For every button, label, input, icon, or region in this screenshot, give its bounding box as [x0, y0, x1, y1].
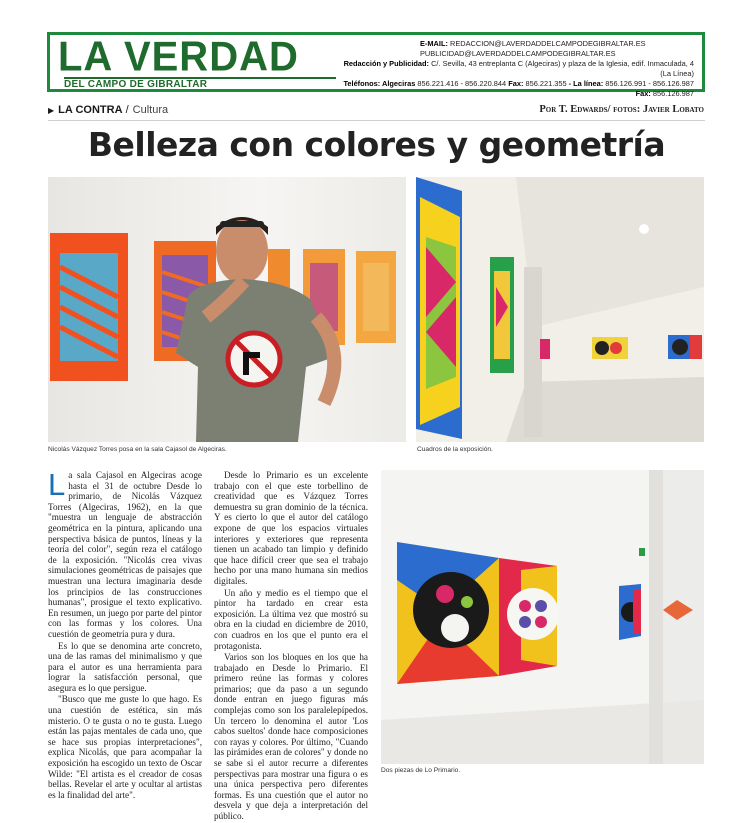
email-redaccion: REDACCION@LAVERDADDELCAMPODEGIBRALTAR.ES: [449, 39, 646, 48]
gallery-photo: [416, 177, 704, 442]
paragraph: Un año y medio es el tiempo que el pintor ha tardado en crear esta exposición. La última vez que mostró su obra en la ciudad en diciembre de 2010, con cuadros en los que el punto era el protagonista.: [214, 587, 368, 651]
fax-algeciras: 856.221.355: [525, 79, 567, 88]
triangle-right-icon: ▶: [48, 106, 55, 115]
newspaper-logo: LA VERDAD: [58, 33, 299, 81]
paragraph: "Busco que me guste lo que hago. Es una cuestión de estética, sin más misterio. O te gusta o no te gusta. Luego están las pajas mentales de cada uno, que se hace sus propias interpretaciones", explica Nicolás, que para acompañar la exposición ha escogido un texto de Oscar Wilde: "El artista es el creador de cosas bellas. Revelar el arte y ocultar al artistas es la finalidad del arte".: [48, 694, 202, 800]
article-column-1: [48, 467, 202, 801]
phones-algeciras: 856.221.416 - 856.220.844: [417, 79, 507, 88]
paintings-photo-illustration: [381, 470, 704, 764]
paragraph: Desde lo Primario es un excelente trabajo con el que este torbellino de creatividad que es Vázquez Torres demuestra su gran dominio de la técnica. Y es cierto lo que el autor del catálogo expone de que los espacios virtuales interiores y exteriores que representa tienen un acabado tan limpio y definido que hace difícil creer que sea el trabajo hecho por una mano humana sin medios digitales.: [214, 470, 368, 586]
artist-photo-illustration: [48, 177, 406, 442]
newspaper-logo-subtitle: DEL CAMPO DE GIBRALTAR: [64, 77, 336, 90]
dropcap: L: [48, 467, 66, 502]
masthead: [47, 32, 705, 98]
phones-linea: 856.126.991 - 856.126.987: [605, 79, 694, 88]
email-publicidad: PUBLICIDAD@LAVERDADDELCAMPODEGIBRALTAR.ES: [420, 49, 616, 58]
fax-label: Fax:: [508, 79, 524, 88]
photo1-caption: Nicolás Vázquez Torres posa en la sala Cajasol de Algeciras.: [48, 446, 227, 453]
article-headline: Belleza con colores y geometría: [87, 125, 666, 164]
artist-photo: [48, 177, 406, 442]
paintings-photo: [381, 470, 704, 764]
divider: [48, 120, 705, 121]
address-text: C/. Sevilla, 43 entreplanta C (Algeciras) y plaza de la Iglesia, edif. Inmaculada, 4 (La Línea): [431, 59, 694, 78]
fax-linea: 856.126.987: [652, 89, 694, 98]
section-separator: /: [125, 104, 129, 116]
paragraph: Varios son los bloques en los que ha trabajado en Desde lo Primario. El primero reúne las formas y colores primarios; que da paso a un segundo donde entran en juego figuras más complejas como son los paralelepípedos. Un tercero lo denomina el autor 'Los cabos sueltos' donde hace composiciones con rayas y colores. Por último, "Cuando las pirámides eran de colores" y donde no se sabe si el autor recurre a diferentes perspectivas para mostrar una figura o es una única perspectiva pero diferentes formas. Es una cuestión que el autor no desvela y que deja a interpretación del público.: [214, 652, 368, 821]
photo3-caption: Dos piezas de Lo Primario.: [381, 767, 461, 774]
contact-block: [334, 39, 694, 99]
section-breadcrumb: [48, 104, 168, 116]
byline: Por T. Edwards/ fotos: Javier Lobato: [539, 104, 704, 115]
photo2-caption: Cuadros de la exposición.: [417, 446, 493, 453]
email-label: E-MAIL:: [420, 39, 448, 48]
paragraph: a sala Cajasol en Algeciras acoge hasta el 31 de octubre Desde lo primario, de Nicolás Vázquez Torres (Algeciras, 1962), en la que "muestra un lenguaje de abstracción geométrica en la pintura, aplicando una perspectiva básica de puntos, líneas y la teoría del color", según reza el catálogo de la exposición. "Nicolás crea vivas simulaciones geométricas de paisajes que muestran una lectura imaginaria desde los principios de las construcciones humanas", prosigue el texto explicativo. En resumen, un juego por parte del pintor con las formas y los colores. Una cuestión de geometría pura y dura.: [48, 470, 202, 639]
gallery-photo-illustration: [416, 177, 704, 442]
phones-label: Teléfonos: Algeciras: [343, 79, 416, 88]
linea-label: - La línea:: [568, 79, 604, 88]
section-category: Cultura: [132, 104, 169, 116]
article-column-2: [214, 470, 368, 823]
address-label: Redacción y Publicidad:: [343, 59, 430, 68]
section-name: LA CONTRA: [58, 104, 123, 116]
fax-label-2: Fax:: [635, 89, 651, 98]
paragraph: Es lo que se denomina arte concreto, una de las ramas del minimalismo y que para el autor es una herramienta para lograr la satisfacción personal, que asegura es lo que persigue.: [48, 640, 202, 693]
